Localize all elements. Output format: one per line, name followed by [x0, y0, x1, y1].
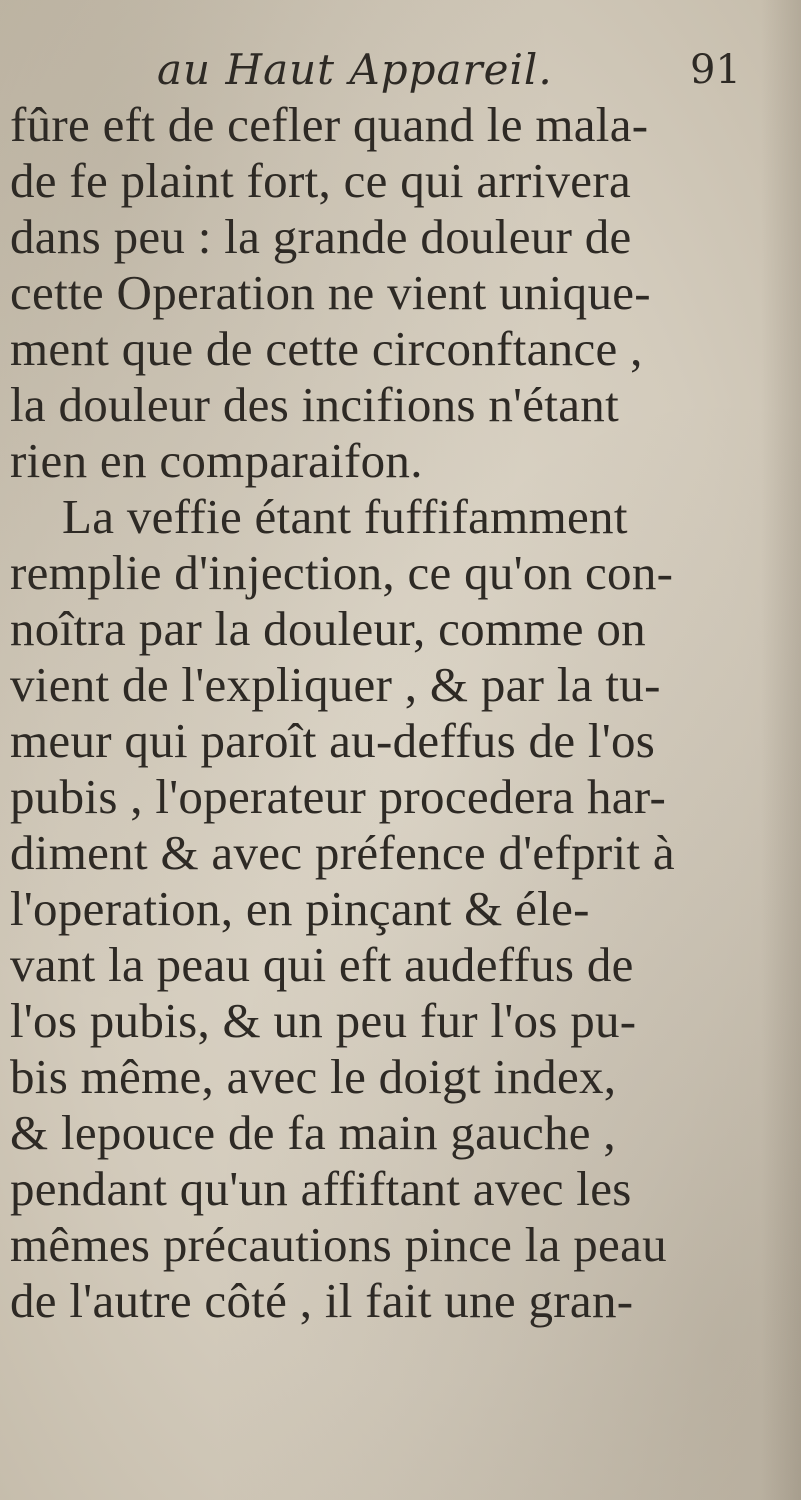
text-line-4: cette Operation ne vient unique-: [10, 265, 651, 320]
page-header: [0, 45, 801, 95]
page-edge-shadow: [761, 0, 801, 1500]
text-line-9: remplie d'injection, ce qu'on con-: [10, 545, 674, 600]
text-line-1: fûre eft de cefler quand le mala-: [10, 97, 649, 152]
page-number: 91: [690, 47, 741, 93]
text-line-3: dans peu : la grande douleur de: [10, 209, 632, 264]
text-line-2: de fe plaint fort, ce qui arrivera: [10, 153, 632, 208]
text-line-18: bis même, avec le doigt index,: [10, 1049, 617, 1104]
text-line-17: l'os pubis, & un peu fur l'os pu-: [10, 993, 637, 1048]
text-line-12: meur qui paroît au-deffus de l'os: [10, 713, 656, 768]
text-line-21: mêmes précautions pince la peau: [10, 1217, 667, 1272]
text-line-11: vient de l'expliquer , & par la tu-: [10, 657, 661, 712]
text-line-5: ment que de cette circonftance ,: [10, 321, 643, 376]
text-line-13: pubis , l'operateur procedera har-: [10, 769, 667, 824]
text-line-14: diment & avec préfence d'efprit à: [10, 825, 675, 880]
text-line-8: La veffie étant fuffifamment: [62, 489, 628, 544]
text-line-10: noîtra par la douleur, comme on: [10, 601, 646, 656]
text-line-7: rien en comparaifon.: [10, 433, 423, 488]
text-line-6: la douleur des incifions n'étant: [10, 377, 619, 432]
text-line-15: l'operation, en pinçant & éle-: [10, 881, 590, 936]
text-line-20: pendant qu'un affiftant avec les: [10, 1161, 632, 1216]
running-title: au Haut Appareil.: [157, 45, 553, 94]
text-line-22: de l'autre côté , il fait une gran-: [10, 1273, 634, 1328]
text-line-16: vant la peau qui eft audeffus de: [10, 937, 634, 992]
text-line-19: & lepouce de fa main gauche ,: [10, 1105, 616, 1160]
